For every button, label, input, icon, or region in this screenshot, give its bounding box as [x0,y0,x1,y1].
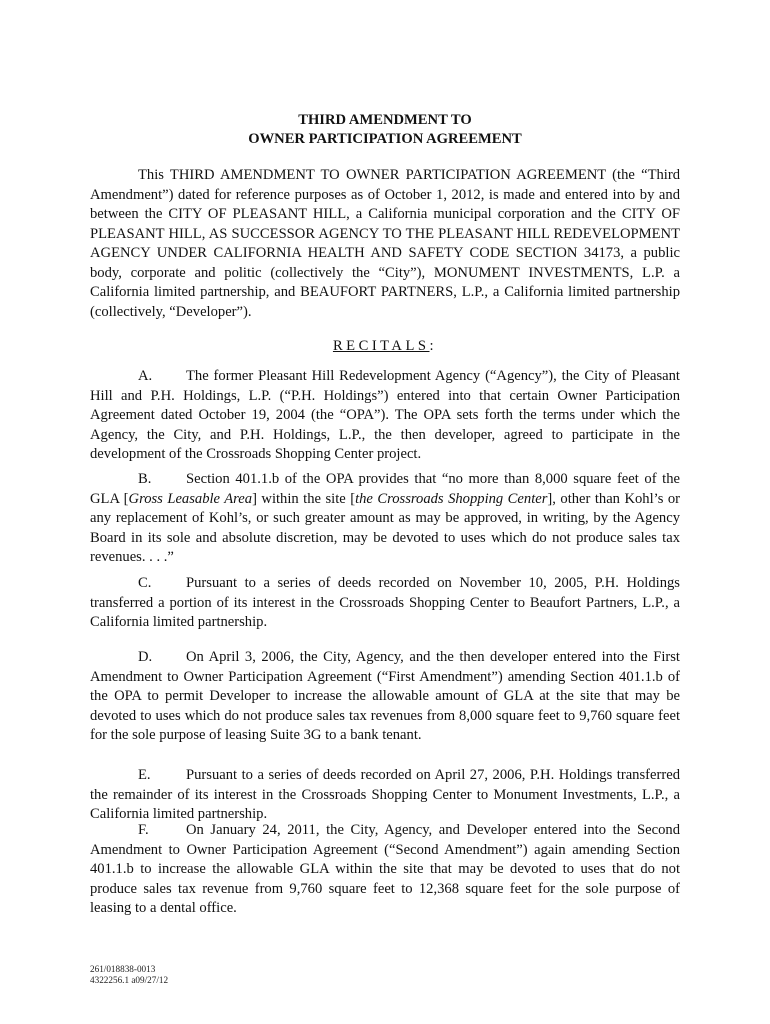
recital-letter: E. [138,767,151,783]
recital-letter: A. [138,368,153,384]
recital-italic-term: the Crossroads Shopping Center [355,490,548,507]
intro-paragraph: This THIRD AMENDMENT TO OWNER PARTICIPATION AGREEMENT (the “Third Amendment”) dated for reference purposes as of October 1, 2012, is made and entered into by and between the CITY OF PLEASANT HILL, a California municipal corporation and the CITY OF PLEASANT HILL, AS SUCCESSOR AGENCY TO THE PLEASANT HILL REDEVELOPMENT AGENCY UNDER CALIFORNIA HEALTH AND SAFETY CODE SECTION 34173, a public body, corporate and politic (collectively the “City”), MONUMENT INVESTMENTS, L.P. a California limited partnership, and BEAUFORT PARTNERS, L.P., a California limited partnership (collectively, “Developer”). [90,167,680,320]
recital-letter: C. [138,575,152,591]
recitals-heading-text: RECITALS [332,338,430,354]
document-title-line-2: OWNER PARTICIPATION AGREEMENT [248,131,522,147]
recital-letter: D. [138,649,153,665]
recital-text: ], other than Kohl’s or any replacement of Kohl’s, or such greater amount as may be approved, in writing, by the Agency Board in its sole and absolute discretion, may be devoted to uses which do not produce sales tax revenues. . . .” [90,490,681,565]
recital-a [90,367,680,465]
recital-c [90,574,680,633]
recital-text: ] within the site [ [252,490,356,507]
footer-doc-id: 4322256.1 a09/27/12 [90,975,169,985]
recital-f [90,821,680,919]
recital-italic-term: Gross Leasable Area [128,490,253,507]
recital-text: Pursuant to a series of deeds recorded on April 27, 2006, P.H. Holdings transferred the remainder of its interest in the Crossroads Shopping Center to Monument Investments, L.P., a California limited partnership. [90,767,680,822]
footer-file-number: 261/018838-0013 [90,964,156,974]
recital-text: On January 24, 2011, the City, Agency, and Developer entered into the Second Amendment to Owner Participation Agreement (“Second Amendment”) again amending Section 401.1.b to increase the allowable GLA within the site that may be devoted to uses that do not produce sales tax revenue from 9,760 square feet to 12,368 square feet for the sole purpose of leasing to a dental office. [90,822,680,916]
recital-text: Pursuant to a series of deeds recorded on November 10, 2005, P.H. Holdings transferred a portion of its interest in the Crossroads Shopping Center to Beaufort Partners, L.P., a California limited partnership. [90,575,680,630]
recital-text: The former Pleasant Hill Redevelopment Agency (“Agency”), the City of Pleasant Hill and P.H. Holdings, L.P. (“P.H. Holdings”) entered into that certain Owner Participation Agreement dated October 19, 2004 (the “OPA”). The OPA sets forth the terms under which the Agency, the City, and P.H. Holdings, L.P., the then developer, agreed to participate in the development of the Crossroads Shopping Center project. [90,368,680,462]
recital-e [90,766,680,825]
recital-letter: F. [138,822,149,838]
document-footer [90,964,168,986]
recital-text: Section 401.1.b of the OPA provides that “no more than 8,000 square feet of the GLA [ [90,471,680,507]
recital-letter: B. [138,471,152,487]
recital-b [90,470,680,568]
recital-d [90,648,680,746]
recital-text: On April 3, 2006, the City, Agency, and the then developer entered into the First Amendment to Owner Participation Agreement (“First Amendment”) amending Section 401.1.b of the OPA to permit Developer to increase the allowable amount of GLA at the site that may be devoted to uses which do not produce sales tax revenues from 8,000 square feet to 9,760 square feet for the sole purpose of leasing Suite 3G to a bank tenant. [90,649,680,743]
recitals-heading [0,336,770,356]
document-title-line-1: THIRD AMENDMENT TO [298,112,472,128]
recitals-heading-colon: : [429,338,438,354]
